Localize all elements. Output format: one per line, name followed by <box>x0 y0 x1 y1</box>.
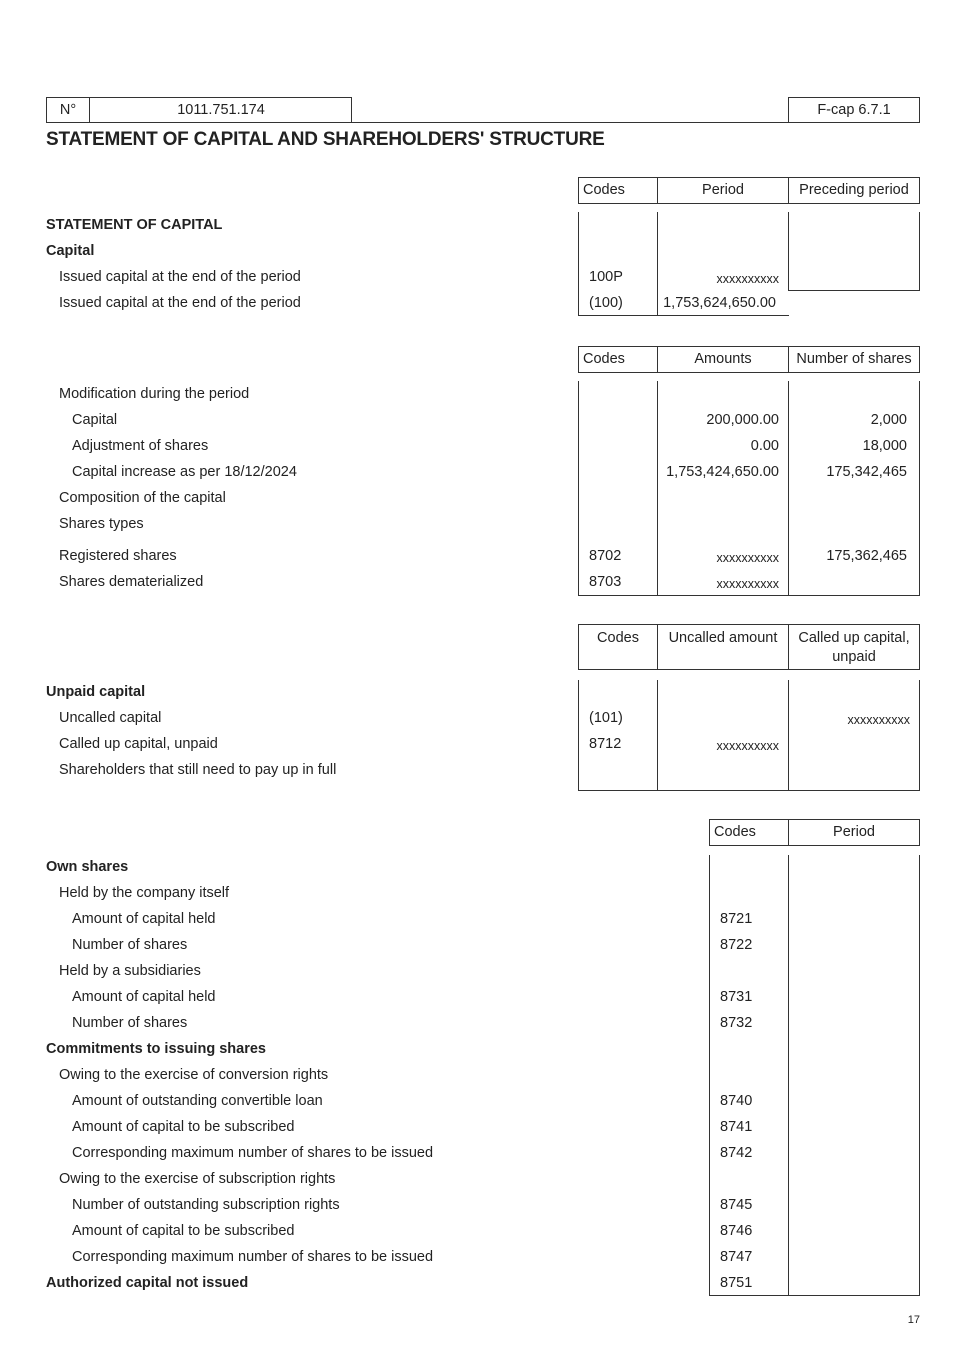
capital-subheading: Capital <box>46 243 95 259</box>
row-code: 8742 <box>720 1145 753 1161</box>
col-number-of-shares: Number of shares <box>796 351 912 367</box>
col-codes: Codes <box>583 182 625 198</box>
row-code: (100) <box>589 295 623 311</box>
row-code: 8703 <box>589 574 622 590</box>
row-label: Authorized capital not issued <box>46 1275 249 1291</box>
form-code: F-cap 6.7.1 <box>817 102 891 118</box>
row-period-value: 1,753,624,650.00 <box>663 295 776 311</box>
row-code: 8745 <box>720 1197 753 1213</box>
row-code: 8746 <box>720 1223 753 1239</box>
row-code: 8751 <box>720 1275 753 1291</box>
row-label: Held by the company itself <box>59 885 230 901</box>
row-label: Held by a subsidiaries <box>59 963 201 979</box>
row-shares: 2,000 <box>870 412 907 428</box>
company-number-box <box>46 97 352 123</box>
row-code: 8721 <box>720 911 753 927</box>
no-label: N° <box>59 102 77 118</box>
row-code: 8732 <box>720 1015 753 1031</box>
row-code: 8702 <box>589 548 622 564</box>
row-code: 8747 <box>720 1249 753 1265</box>
own-shares-header-row <box>709 819 920 846</box>
col-codes: Codes <box>597 630 639 646</box>
row-amount: xxxxxxxxxx <box>716 551 779 565</box>
row-label: Number of shares <box>72 937 188 953</box>
row-amount: 0.00 <box>750 438 779 454</box>
unpaid-header-row <box>578 624 920 670</box>
unpaid-capital-heading: Unpaid capital <box>46 684 146 700</box>
row-label: Called up capital, unpaid <box>59 736 218 752</box>
row-label: Amount of outstanding convertible loan <box>72 1093 323 1109</box>
row-label: Own shares <box>46 859 129 875</box>
row-label: Amount of capital held <box>72 911 216 927</box>
row-amount: 200,000.00 <box>706 412 779 428</box>
row-label: Capital <box>72 412 118 428</box>
row-code: 100P <box>589 269 623 285</box>
row-label: Corresponding maximum number of shares to be issued <box>72 1249 434 1265</box>
company-number: 1011.751.174 <box>177 102 265 118</box>
row-label: Issued capital at the end of the period <box>59 269 301 285</box>
row-label: Uncalled capital <box>59 710 162 726</box>
row-code: 8740 <box>720 1093 753 1109</box>
row-amount: xxxxxxxxxx <box>716 577 779 591</box>
row-label: Amount of capital held <box>72 989 216 1005</box>
col-codes: Codes <box>714 824 756 840</box>
row-amount: 1,753,424,650.00 <box>666 464 779 480</box>
row-label: Commitments to issuing shares <box>46 1041 266 1057</box>
col-amounts: Amounts <box>694 351 752 367</box>
row-label: Modification during the period <box>59 386 250 402</box>
row-label: Owing to the exercise of subscription rights <box>59 1171 336 1187</box>
row-shares: 175,342,465 <box>826 464 907 480</box>
row-label: Adjustment of shares <box>72 438 209 454</box>
page-title: STATEMENT OF CAPITAL AND SHAREHOLDERS' STRUCTURE <box>46 129 605 150</box>
row-label: Issued capital at the end of the period <box>59 295 301 311</box>
row-uncalled-value: xxxxxxxxxx <box>716 739 779 753</box>
row-called-value: xxxxxxxxxx <box>847 713 910 727</box>
row-label: Amount of capital to be subscribed <box>72 1223 295 1239</box>
row-label: Shares dematerialized <box>59 574 204 590</box>
row-label: Registered shares <box>59 548 177 564</box>
statement-of-capital-heading: STATEMENT OF CAPITAL <box>46 217 223 233</box>
row-code: (101) <box>589 710 623 726</box>
row-label: Shareholders that still need to pay up in full <box>59 762 337 778</box>
row-code: 8722 <box>720 937 753 953</box>
row-period-value: xxxxxxxxxx <box>716 272 779 286</box>
row-code: 8712 <box>589 736 622 752</box>
row-label: Composition of the capital <box>59 490 226 506</box>
col-codes: Codes <box>583 351 625 367</box>
row-label: Amount of capital to be subscribed <box>72 1119 295 1135</box>
row-label: Number of shares <box>72 1015 188 1031</box>
row-label: Capital increase as per 18/12/2024 <box>72 464 297 480</box>
row-label: Shares types <box>59 516 144 532</box>
form-code-box <box>788 97 920 123</box>
row-shares: 175,362,465 <box>826 548 907 564</box>
col-period: Period <box>702 182 744 198</box>
row-label: Corresponding maximum number of shares to be issued <box>72 1145 434 1161</box>
modification-header-row <box>578 346 920 373</box>
col-preceding-period: Preceding period <box>799 182 909 198</box>
col-called-up-line2: unpaid <box>832 649 876 665</box>
row-label: Owing to the exercise of conversion rights <box>59 1067 329 1083</box>
row-shares: 18,000 <box>862 438 907 454</box>
capital-header-row <box>578 177 920 204</box>
row-label: Number of outstanding subscription rights <box>72 1197 340 1213</box>
col-period: Period <box>833 824 875 840</box>
page-number: 17 <box>907 1314 920 1326</box>
row-code: 8731 <box>720 989 753 1005</box>
row-code: 8741 <box>720 1119 753 1135</box>
header-divider <box>352 122 789 123</box>
col-called-up-line1: Called up capital, <box>798 630 910 646</box>
col-uncalled-amount: Uncalled amount <box>668 630 778 646</box>
